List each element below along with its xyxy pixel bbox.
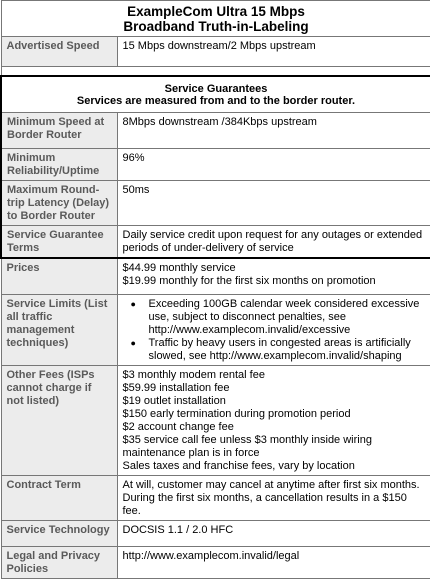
contract-term-value: At will, customer may cancel at anytime after first six months. During the first six months, a cancellation results in a $150 fee.	[117, 475, 430, 520]
legal-row	[1, 546, 430, 578]
service-technology-row	[1, 520, 430, 546]
title-line-1: ExampleCom Ultra 15 Mbps	[127, 4, 305, 19]
service-guarantees-heading: Service Guarantees	[164, 83, 268, 95]
min-speed-value: 8Mbps downstream /384Kbps upstream	[117, 113, 430, 149]
price-line: $19.99 monthly for the first six months on promotion	[122, 275, 376, 287]
page-title	[1, 1, 430, 37]
guarantee-terms-label: Service Guarantee Terms	[1, 226, 117, 259]
fee-line: $2 account change fee	[122, 420, 234, 433]
fee-line: $35 service call fee unless $3 monthly inside wiring maintenance plan is in force	[122, 433, 372, 459]
title-line-2: Broadband Truth-in-Labeling	[123, 19, 309, 34]
list-item: ● Traffic by heavy users in congested areas is artificially slowed, see http://www.examplecom.invalid/shaping	[131, 337, 426, 363]
service-technology-label: Service Technology	[1, 520, 117, 546]
legal-value: http://www.examplecom.invalid/legal	[117, 546, 430, 578]
service-limits-row	[1, 294, 430, 365]
price-line: $44.99 monthly service	[122, 262, 236, 274]
fee-line: $3 monthly modem rental fee	[122, 368, 265, 381]
fee-line: Sales taxes and franchise fees, vary by location	[122, 459, 355, 472]
guarantee-terms-row	[1, 226, 430, 259]
service-limits-value	[117, 294, 430, 365]
service-guarantees-header-row	[1, 76, 430, 113]
max-latency-row	[1, 181, 430, 226]
service-limits-label: Service Limits (List all traffic management techniques)	[1, 294, 117, 365]
service-limits-list	[123, 298, 426, 363]
advertised-speed-row	[1, 37, 430, 67]
contract-term-label: Contract Term	[1, 475, 117, 520]
contract-term-row	[1, 475, 430, 520]
fee-line: $19 outlet installation	[122, 394, 226, 407]
title-row	[1, 1, 430, 37]
max-latency-value: 50ms	[117, 181, 430, 226]
advertised-speed-value: 15 Mbps downstream/2 Mbps upstream	[117, 37, 430, 67]
prices-label: Prices	[1, 258, 117, 294]
min-reliability-value: 96%	[117, 149, 430, 181]
legal-label: Legal and Privacy Policies	[1, 546, 117, 578]
fee-line: $150 early termination during promotion period	[122, 407, 351, 420]
service-technology-value: DOCSIS 1.1 / 2.0 HFC	[117, 520, 430, 546]
service-guarantees-header	[1, 76, 430, 113]
min-speed-label: Minimum Speed at Border Router	[1, 113, 117, 149]
min-reliability-label: Minimum Reliability/Uptime	[1, 149, 117, 181]
prices-value	[117, 258, 430, 294]
prices-row	[1, 258, 430, 294]
other-fees-row	[1, 365, 430, 475]
fee-line: $59.99 installation fee	[122, 381, 230, 394]
min-speed-row	[1, 113, 430, 149]
other-fees-label: Other Fees (ISPs cannot charge if not listed)	[1, 365, 117, 475]
list-item: ● Exceeding 100GB calendar week considered excessive use, subject to disconnect penalties, see http://www.examplecom.invalid/excessive	[131, 298, 426, 337]
other-fees-value	[117, 365, 430, 475]
guarantee-terms-value: Daily service credit upon request for any outages or extended periods of under-delivery of service	[117, 226, 430, 259]
min-reliability-row	[1, 149, 430, 181]
service-guarantees-subheading: Services are measured from and to the border router.	[76, 95, 356, 107]
spacer	[1, 67, 430, 77]
max-latency-label: Maximum Round-trip Latency (Delay) to Border Router	[1, 181, 117, 226]
advertised-speed-label: Advertised Speed	[1, 37, 117, 67]
